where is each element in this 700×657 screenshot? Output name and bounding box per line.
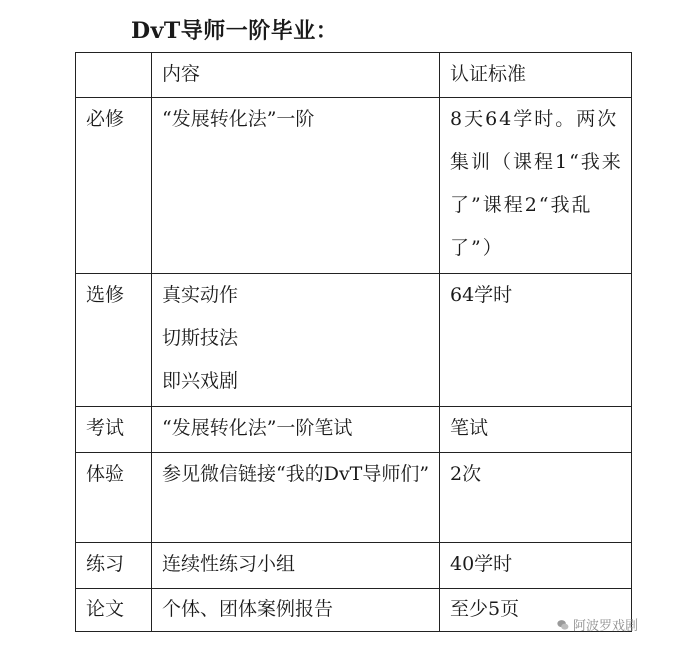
- table-row-required: [76, 98, 632, 274]
- header-cell-content: 内容: [152, 53, 440, 98]
- row-type-cell: 练习: [76, 543, 152, 589]
- row-content-cell: [152, 274, 440, 407]
- page-heading: DvT导师一阶毕业：: [131, 18, 339, 44]
- table-row-elective: [76, 274, 632, 407]
- row-standard-cell: 2次: [440, 453, 632, 543]
- content-line: 切斯技法: [162, 327, 239, 349]
- table-header-row: [76, 53, 632, 98]
- row-type-cell: 选修: [76, 274, 152, 407]
- row-type-cell: 必修: [76, 98, 152, 274]
- row-standard-cell: 至少5页: [440, 589, 632, 632]
- table-row-exam: [76, 407, 632, 453]
- content-line: 连续性练习小组: [162, 553, 296, 575]
- watermark-text: 阿波罗戏剧: [572, 619, 638, 634]
- content-line: “发展转化法”一阶笔试: [162, 417, 353, 439]
- row-standard-cell: 8天64学时。两次集训（课程1“我来了”课程2“我乱了”）: [440, 98, 632, 274]
- content-line: 真实动作: [162, 284, 239, 306]
- certification-table: [75, 52, 632, 632]
- row-content-cell: [152, 98, 440, 274]
- content-line: 个体、团体案例报告: [162, 598, 334, 620]
- content-line: 即兴戏剧: [162, 370, 239, 392]
- wechat-icon: [557, 619, 569, 631]
- row-type-cell: 考试: [76, 407, 152, 453]
- row-content-cell: [152, 543, 440, 589]
- row-type-cell: 体验: [76, 453, 152, 543]
- row-content-cell: [152, 589, 440, 632]
- table-row-thesis: [76, 589, 632, 632]
- content-line: 参见微信链接“我的DvT导师们”: [162, 463, 430, 485]
- content-line: “发展转化法”一阶: [162, 108, 315, 130]
- header-cell-standard: 认证标准: [440, 53, 632, 98]
- row-content-cell: [152, 453, 440, 543]
- row-content-cell: [152, 407, 440, 453]
- table-row-practice: [76, 543, 632, 589]
- row-standard-cell: 64学时: [440, 274, 632, 407]
- row-type-cell: 论文: [76, 589, 152, 632]
- watermark: [557, 615, 638, 634]
- table-row-experience: [76, 453, 632, 543]
- header-cell-type: [76, 53, 152, 98]
- row-standard-cell: 40学时: [440, 543, 632, 589]
- row-standard-cell: 笔试: [440, 407, 632, 453]
